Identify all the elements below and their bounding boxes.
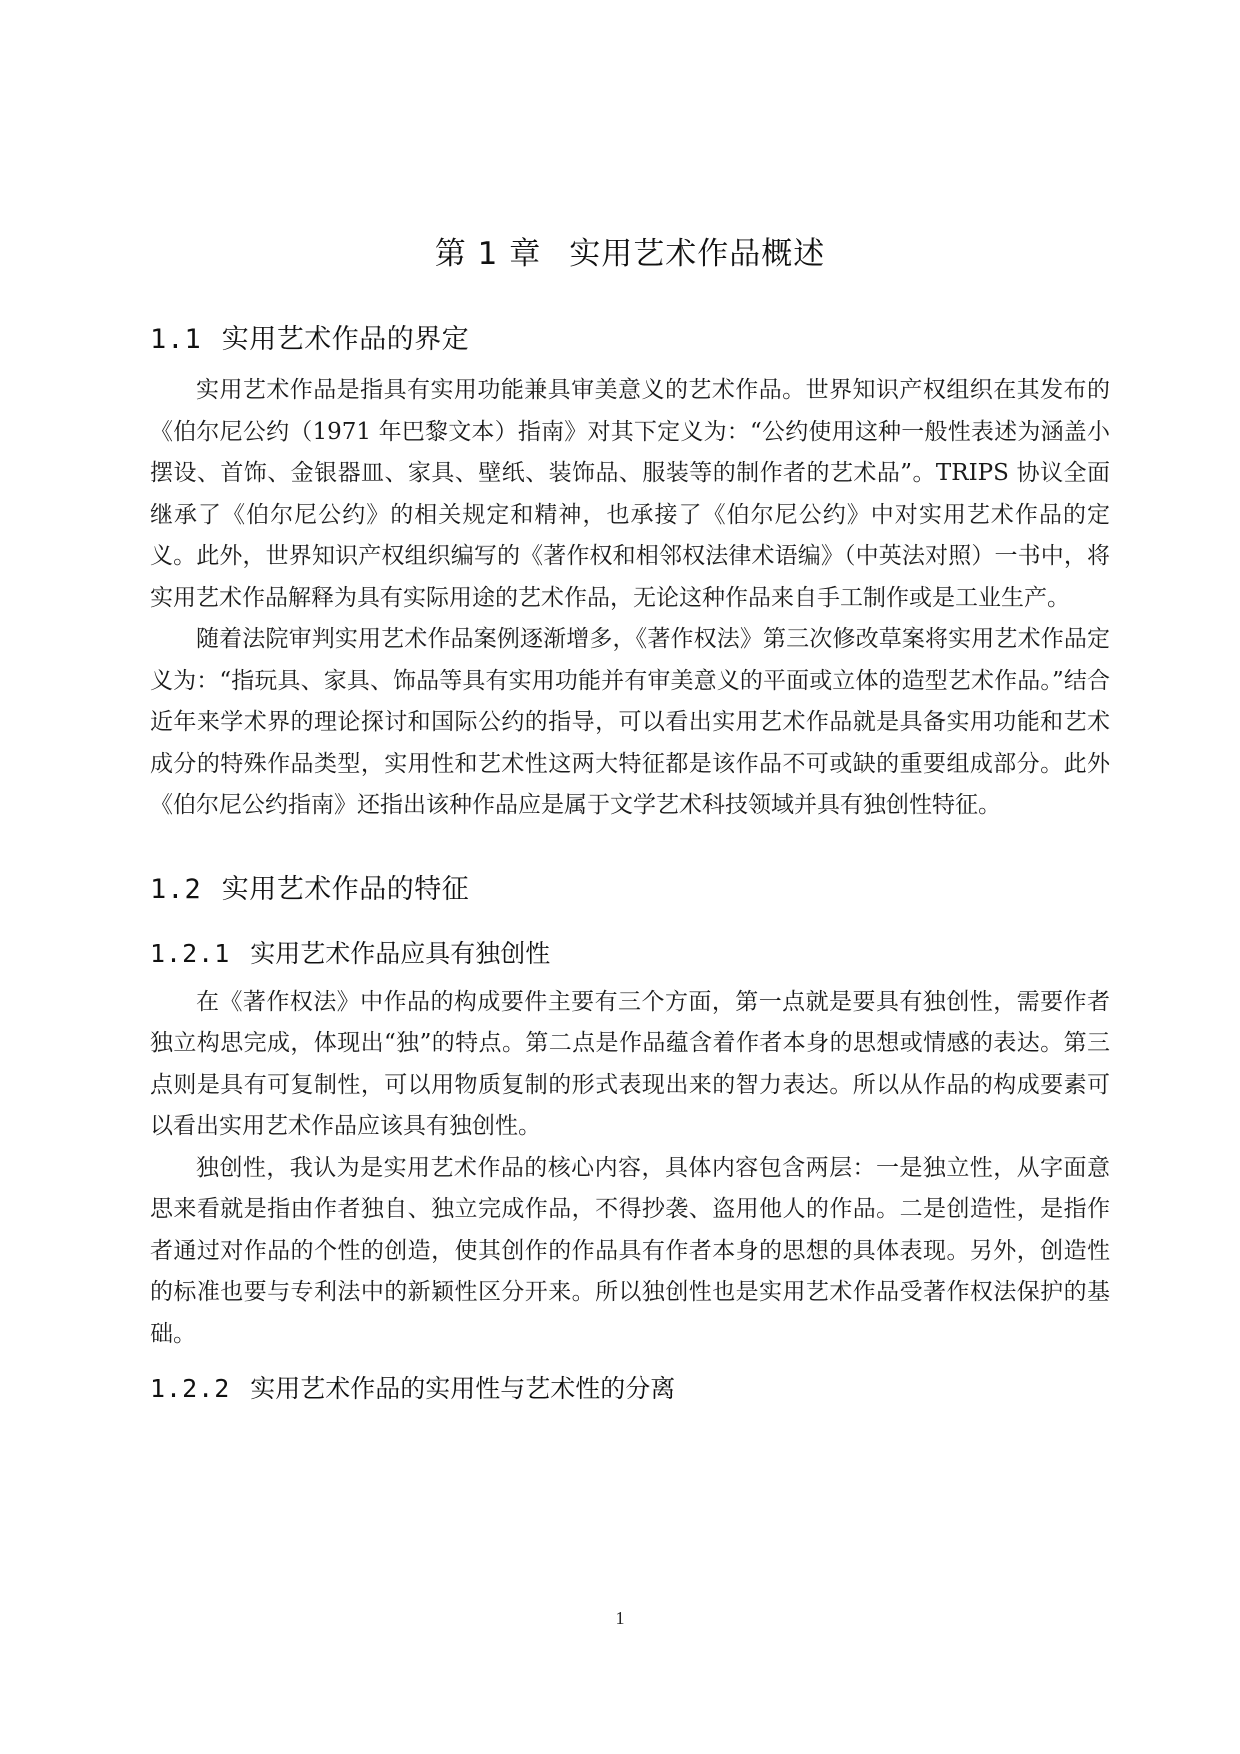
subsection-title: 实用艺术作品应具有独创性 [250,938,551,968]
section-title: 实用艺术作品的界定 [221,324,470,355]
page-content [150,228,1110,1417]
chapter-number: 第 1 章 [434,236,542,272]
section-spacer [150,827,1110,867]
spacer [150,1355,1110,1369]
paragraph: 实用艺术作品是指具有实用功能兼具审美意义的艺术作品。世界知识产权组织在其发布的《伯尔尼公约（1971 年巴黎文本）指南》对其下定义为：“公约使用这种一般性表述为涵盖小摆设、首饰、金银器皿、家具、壁纸、装饰品、服装等的制作者的艺术品”。TRIPS 协议全面继承了《伯尔尼公约》的相关规定和精神，也承接了《伯尔尼公约》中对实用艺术作品的定义。此外，世界知识产权组织编写的《著作权和相邻权法律术语编》（中英法对照）一书中，将实用艺术作品解释为具有实际用途的艺术作品，无论这种作品来自手工制作或是工业生产。 [150,377,1110,611]
paragraph: 在《著作权法》中作品的构成要件主要有三个方面，第一点就是要具有独创性，需要作者独立构思完成，体现出“独”的特点。第二点是作品蕴含着作者本身的思想或情感的表达。第三点则是具有可复制性，可以用物质复制的形式表现出来的智力表达。所以从作品的构成要素可以看出实用艺术作品应该具有独创性。 [150,988,1110,1139]
section-number: 1.1 [150,324,202,355]
chapter-title-text: 实用艺术作品概述 [569,236,826,272]
chapter-title [150,228,1110,273]
subsection-title: 实用艺术作品的实用性与艺术性的分离 [250,1374,676,1403]
section-number: 1.2 [150,873,202,905]
section-heading-1-2 [150,867,1110,906]
section-title: 实用艺术作品的特征 [221,873,470,905]
subsection-number: 1.2.2 [150,1374,231,1403]
page-number: 1 [615,1608,625,1628]
section-heading-1-1 [150,317,1110,356]
paragraph: 独创性，我认为是实用艺术作品的核心内容，具体内容包含两层：一是独立性，从字面意思来看就是指由作者独自、独立完成作品，不得抄袭、盗用他人的作品。二是创造性，是指作者通过对作品的个性的创造，使其创作的作品具有作者本身的思想的具体表现。另外，创造性的标准也要与专利法中的新颖性区分开来。所以独创性也是实用艺术作品受著作权法保护的基础。 [150,1154,1110,1347]
subsection-heading-1-2-1 [150,934,1110,970]
spacer [150,920,1110,934]
subsection-heading-1-2-2 [150,1369,1110,1405]
subsection-number: 1.2.1 [150,938,231,968]
paragraph: 随着法院审判实用艺术作品案例逐渐增多，《著作权法》第三次修改草案将实用艺术作品定义为：“指玩具、家具、饰品等具有实用功能并有审美意义的平面或立体的造型艺术作品。”结合近年来学术界的理论探讨和国际公约的指导，可以看出实用艺术作品就是具备实用功能和艺术成分的特殊作品类型，实用性和艺术性这两大特征都是该作品不可或缺的重要组成部分。此外《伯尔尼公约指南》还指出该种作品应是属于文学艺术科技领域并具有独创性特征。 [150,626,1110,818]
